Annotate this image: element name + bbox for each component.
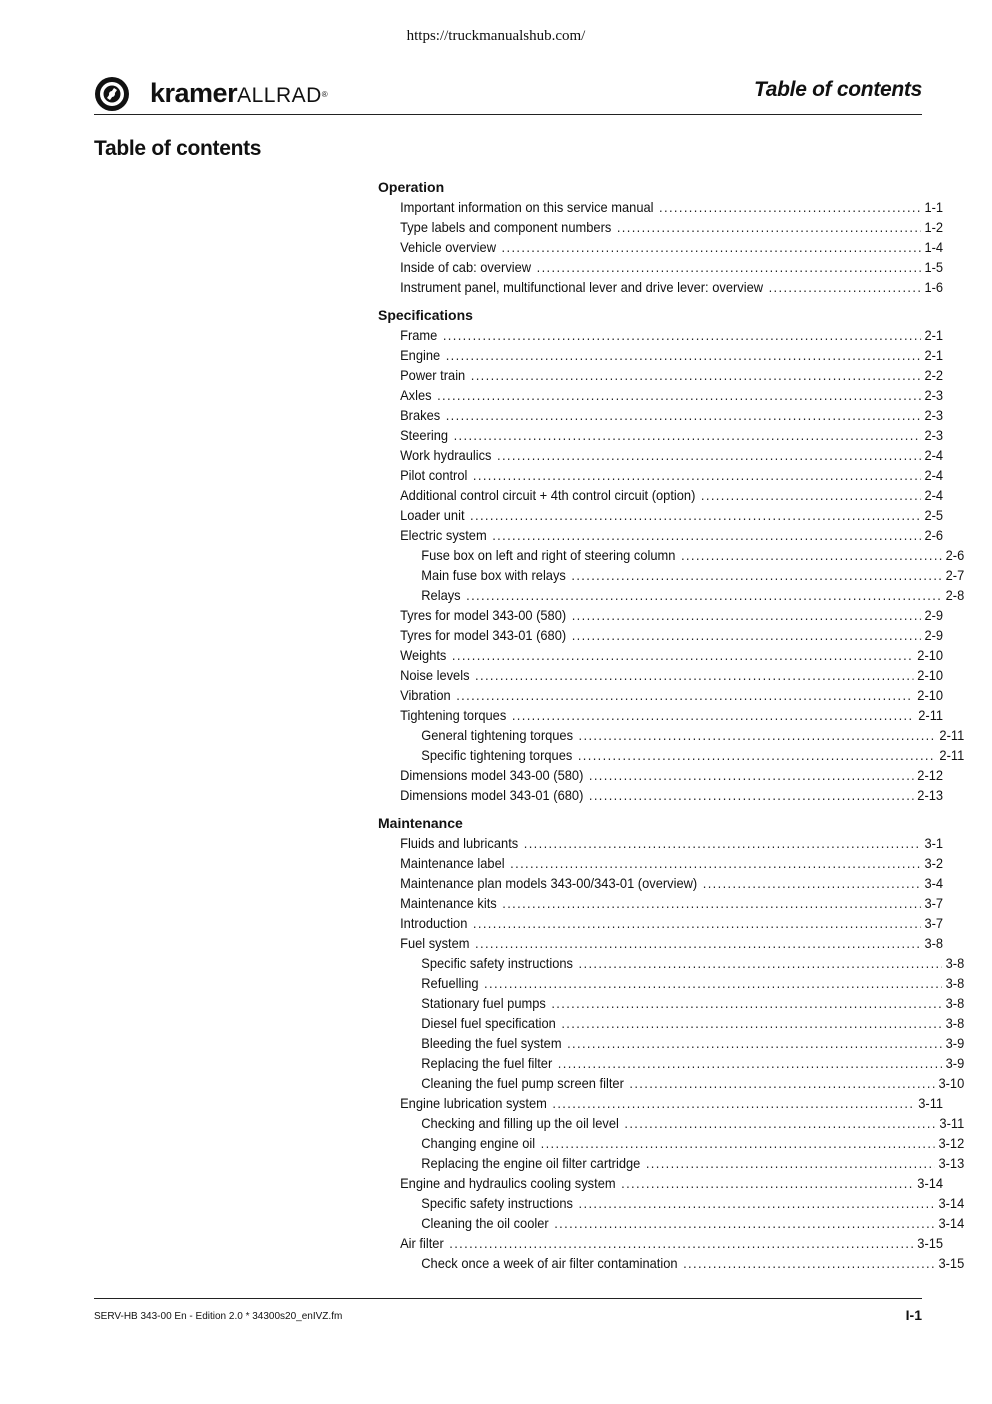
toc-entry-page: 3-15	[938, 1255, 965, 1271]
toc-dot-leader	[484, 973, 942, 993]
toc-dot-leader	[561, 1013, 942, 1033]
toc-dot-leader	[502, 237, 921, 257]
toc-entry[interactable]	[378, 405, 943, 425]
toc-entry-page: 2-2	[924, 367, 944, 383]
footer-document-info: SERV-HB 343-00 En - Edition 2.0 * 34300s20_enIVZ.fm	[94, 1311, 343, 1322]
toc-entry-title: Engine and hydraulics cooling system	[400, 1175, 616, 1191]
toc-entry[interactable]	[378, 873, 943, 893]
toc-entry-title: Vibration	[400, 687, 451, 703]
toc-entry[interactable]	[378, 1053, 964, 1073]
toc-entry[interactable]	[378, 725, 964, 745]
toc-entry-page: 2-4	[924, 447, 944, 463]
toc-entry-title: Changing engine oil	[421, 1135, 536, 1151]
toc-entry[interactable]	[378, 257, 943, 277]
toc-dot-leader	[567, 1033, 942, 1053]
toc-entry[interactable]	[378, 277, 943, 297]
toc-entry-page: 2-1	[924, 347, 944, 363]
toc-entry-page: 2-11	[918, 707, 944, 723]
toc-dot-leader	[537, 257, 921, 277]
toc-entry[interactable]	[378, 1113, 964, 1133]
toc-dot-leader	[558, 1053, 942, 1073]
toc-dot-leader	[617, 217, 921, 237]
toc-entry[interactable]	[378, 893, 943, 913]
toc-entry-title: Type labels and component numbers	[400, 219, 612, 235]
toc-entry-title: Introduction	[400, 915, 468, 931]
toc-entry-page: 2-3	[924, 427, 944, 443]
toc-entry-page: 3-10	[938, 1075, 965, 1091]
toc-dot-leader	[578, 745, 936, 765]
toc-entry-title: Axles	[400, 387, 432, 403]
toc-dot-leader	[497, 445, 921, 465]
toc-entry-page: 2-4	[924, 487, 944, 503]
toc-entry[interactable]	[378, 365, 943, 385]
toc-entry[interactable]	[378, 1213, 964, 1233]
toc-dot-leader	[659, 197, 921, 217]
toc-dot-leader	[512, 705, 915, 725]
header-title: Table of contents	[754, 78, 922, 101]
toc-dot-leader	[624, 1113, 935, 1133]
toc-entry-title: Stationary fuel pumps	[421, 995, 546, 1011]
toc-entry-title: Fuse box on left and right of steering column	[421, 547, 676, 563]
toc-entry-title: Loader unit	[400, 507, 465, 523]
toc-entry[interactable]	[378, 1253, 964, 1273]
toc-entry-page: 3-14	[938, 1195, 965, 1211]
toc-entry[interactable]	[378, 425, 943, 445]
toc-entry[interactable]	[378, 465, 943, 485]
toc-entry-title: Additional control circuit + 4th control circuit (option)	[400, 487, 696, 503]
toc-dot-leader	[681, 545, 942, 565]
toc-entry[interactable]	[378, 237, 943, 257]
toc-entry[interactable]	[378, 1093, 943, 1113]
toc-dot-leader	[473, 465, 921, 485]
toc-entry-title: Important information on this service manual	[400, 199, 654, 215]
toc-entry-title: Maintenance label	[400, 855, 505, 871]
toc-dot-leader	[471, 365, 921, 385]
toc-entry-page: 2-3	[924, 407, 944, 423]
toc-entry-title: Cleaning the oil cooler	[421, 1215, 549, 1231]
toc-entry-page: 2-10	[917, 647, 944, 663]
toc-entry[interactable]	[378, 1133, 964, 1153]
toc-entry[interactable]	[378, 545, 964, 565]
toc-dot-leader	[769, 277, 921, 297]
toc-entry-title: Specific safety instructions	[421, 1195, 574, 1211]
toc-entry[interactable]	[378, 973, 964, 993]
toc-entry[interactable]	[378, 605, 943, 625]
toc-dot-leader	[621, 1173, 914, 1193]
toc-entry-title: Brakes	[400, 407, 441, 423]
toc-entry-page: 2-7	[945, 567, 965, 583]
toc-entry-page: 3-2	[924, 855, 944, 871]
toc-entry-title: Inside of cab: overview	[400, 259, 532, 275]
toc-entry-title: Specific tightening torques	[421, 747, 573, 763]
toc-entry-page: 3-9	[945, 1055, 965, 1071]
toc-dot-leader	[579, 1193, 935, 1213]
toc-entry-title: Engine	[400, 347, 441, 363]
toc-dot-leader	[454, 425, 921, 445]
kramer-logo-icon	[94, 76, 130, 112]
toc-entry[interactable]	[378, 197, 943, 217]
toc-dot-leader	[452, 645, 914, 665]
toc-entry[interactable]	[378, 1033, 964, 1053]
toc-entry[interactable]	[378, 645, 943, 665]
registered-mark: ®	[321, 90, 328, 99]
toc-entry-title: Instrument panel, multifunctional lever and drive lever: overview	[400, 279, 764, 295]
toc-section-title: Maintenance	[378, 815, 463, 831]
toc-entry-page: 3-15	[917, 1235, 944, 1251]
toc-entry-page: 2-9	[924, 607, 944, 623]
toc-entry-title: Vehicle overview	[400, 239, 497, 255]
toc-dot-leader	[579, 725, 936, 745]
toc-entry-page: 2-12	[917, 767, 944, 783]
toc-dot-leader	[466, 585, 942, 605]
table-of-contents	[378, 177, 965, 1281]
toc-entry[interactable]	[378, 833, 943, 853]
toc-entry[interactable]	[378, 505, 943, 525]
toc-dot-leader	[552, 1093, 914, 1113]
toc-dot-leader	[446, 345, 921, 365]
toc-entry-title: Maintenance kits	[400, 895, 497, 911]
page-footer	[94, 1298, 922, 1323]
toc-entry-title: Tyres for model 343-00 (580)	[400, 607, 567, 623]
toc-entry-page: 1-4	[924, 239, 944, 255]
toc-entry-page: 2-3	[924, 387, 944, 403]
toc-entry-title: Air filter	[400, 1235, 444, 1251]
toc-entry-page: 3-13	[938, 1155, 965, 1171]
toc-dot-leader	[446, 405, 921, 425]
toc-entry-page: 2-10	[917, 667, 944, 683]
toc-dot-leader	[456, 685, 913, 705]
toc-entry-page: 2-11	[939, 727, 965, 743]
toc-entry-page: 1-5	[924, 259, 944, 275]
toc-entry-page: 3-14	[938, 1215, 965, 1231]
toc-dot-leader	[572, 625, 921, 645]
toc-entry-page: 2-11	[939, 747, 965, 763]
toc-entry-title: Power train	[400, 367, 466, 383]
toc-entry-title: Fuel system	[400, 935, 470, 951]
toc-entry[interactable]	[378, 685, 943, 705]
footer-page-number: I-1	[905, 1307, 922, 1323]
toc-entry-page: 3-7	[924, 895, 944, 911]
toc-entry-title: Pilot control	[400, 467, 468, 483]
toc-entry-page: 1-1	[924, 199, 944, 215]
toc-entry-page: 3-4	[924, 875, 944, 891]
toc-entry-page: 3-14	[917, 1175, 944, 1191]
brand-name-light: ALLRAD	[237, 84, 322, 107]
toc-entry-page: 2-10	[917, 687, 944, 703]
toc-entry-title: Checking and filling up the oil level	[421, 1115, 619, 1131]
toc-section-title: Specifications	[378, 307, 473, 323]
toc-entry[interactable]	[378, 953, 964, 973]
toc-dot-leader	[629, 1073, 934, 1093]
toc-entry-page: 1-2	[924, 219, 944, 235]
toc-entry[interactable]	[378, 785, 943, 805]
toc-entry[interactable]	[378, 485, 943, 505]
toc-entry[interactable]	[378, 565, 964, 585]
toc-entry-title: Engine lubrication system	[400, 1095, 547, 1111]
toc-entry-title: Tightening torques	[400, 707, 507, 723]
toc-entry-page: 2-13	[917, 787, 944, 803]
toc-dot-leader	[701, 485, 921, 505]
toc-entry-title: Electric system	[400, 527, 487, 543]
toc-entry[interactable]	[378, 705, 943, 725]
brand-logo	[150, 78, 328, 111]
toc-entry[interactable]	[378, 1073, 964, 1093]
toc-dot-leader	[646, 1153, 935, 1173]
toc-entry[interactable]	[378, 585, 964, 605]
toc-entry-page: 3-8	[945, 995, 965, 1011]
source-url[interactable]: https://truckmanualshub.com/	[406, 28, 586, 44]
brand-name-bold: kramer	[150, 78, 238, 108]
toc-dot-leader	[554, 1213, 935, 1233]
toc-entry-page: 2-4	[924, 467, 944, 483]
toc-dot-leader	[475, 933, 921, 953]
toc-entry-title: Cleaning the fuel pump screen filter	[421, 1075, 624, 1091]
toc-entry[interactable]	[378, 1153, 964, 1173]
toc-entry-title: Main fuse box with relays	[421, 567, 566, 583]
page-header	[94, 74, 922, 115]
toc-dot-leader	[473, 913, 921, 933]
toc-dot-leader	[541, 1133, 935, 1153]
toc-entry-page: 2-1	[924, 327, 944, 343]
toc-entry-title: General tightening torques	[421, 727, 574, 743]
toc-entry-title: Dimensions model 343-00 (580)	[400, 767, 584, 783]
toc-entry-title: Weights	[400, 647, 447, 663]
toc-dot-leader	[551, 993, 942, 1013]
toc-entry-title: Frame	[400, 327, 438, 343]
toc-dot-leader	[443, 325, 921, 345]
toc-entry-title: Diesel fuel specification	[421, 1015, 556, 1031]
toc-entry-page: 3-11	[939, 1115, 965, 1131]
toc-entry-title: Dimensions model 343-01 (680)	[400, 787, 584, 803]
toc-section	[378, 177, 944, 297]
toc-section	[378, 813, 965, 1273]
toc-entry-title: Maintenance plan models 343-00/343-01 (overview)	[400, 875, 698, 891]
toc-dot-leader	[449, 1233, 913, 1253]
toc-entry-title: Relays	[421, 587, 461, 603]
toc-entry-title: Check once a week of air filter contamination	[421, 1255, 678, 1271]
toc-entry[interactable]	[378, 913, 943, 933]
toc-entry-title: Noise levels	[400, 667, 470, 683]
toc-entry-title: Work hydraulics	[400, 447, 492, 463]
toc-dot-leader	[589, 785, 914, 805]
toc-entry-title: Bleeding the fuel system	[421, 1035, 562, 1051]
toc-entry-page: 3-9	[945, 1035, 965, 1051]
toc-entry-title: Steering	[400, 427, 449, 443]
toc-entry-page: 3-8	[945, 1015, 965, 1031]
toc-entry[interactable]	[378, 933, 943, 953]
toc-section	[378, 305, 965, 805]
toc-entry-title: Specific safety instructions	[421, 955, 574, 971]
toc-entry[interactable]	[378, 993, 964, 1013]
toc-entry[interactable]	[378, 1013, 964, 1033]
toc-entry[interactable]	[378, 525, 943, 545]
toc-entry[interactable]	[378, 1193, 964, 1213]
toc-dot-leader	[703, 873, 921, 893]
toc-entry-page: 3-11	[918, 1095, 944, 1111]
toc-entry-page: 2-8	[945, 587, 965, 603]
toc-entry[interactable]	[378, 625, 943, 645]
toc-entry-page: 3-7	[924, 915, 944, 931]
toc-entry-page: 2-6	[945, 547, 965, 563]
toc-entry-page: 3-8	[945, 975, 965, 991]
toc-entry[interactable]	[378, 745, 964, 765]
toc-entry-page: 3-8	[924, 935, 944, 951]
toc-entry-page: 2-9	[924, 627, 944, 643]
toc-entry-page: 3-12	[938, 1135, 965, 1151]
toc-entry-title: Replacing the engine oil filter cartridge	[421, 1155, 641, 1171]
toc-entry[interactable]	[378, 765, 943, 785]
toc-dot-leader	[683, 1253, 935, 1273]
toc-entry[interactable]	[378, 1233, 943, 1253]
toc-entry-title: Tyres for model 343-01 (680)	[400, 627, 567, 643]
toc-entry-page: 3-1	[924, 835, 944, 851]
toc-entry-page: 3-8	[945, 955, 965, 971]
toc-entry[interactable]	[378, 445, 943, 465]
toc-dot-leader	[475, 665, 914, 685]
toc-entry-title: Replacing the fuel filter	[421, 1055, 553, 1071]
toc-dot-leader	[589, 765, 914, 785]
toc-entry-page: 2-5	[924, 507, 944, 523]
page-title: Table of contents	[94, 137, 262, 160]
toc-entry[interactable]	[378, 385, 943, 405]
toc-dot-leader	[502, 893, 921, 913]
toc-entry[interactable]	[378, 325, 943, 345]
toc-dot-leader	[572, 605, 921, 625]
toc-dot-leader	[437, 385, 921, 405]
toc-dot-leader	[579, 953, 942, 973]
toc-entry[interactable]	[378, 665, 943, 685]
toc-dot-leader	[492, 525, 921, 545]
toc-entry[interactable]	[378, 217, 943, 237]
toc-entry[interactable]	[378, 1173, 943, 1193]
toc-entry-title: Refuelling	[421, 975, 479, 991]
toc-section-title: Operation	[378, 179, 445, 195]
toc-entry-title: Fluids and lubricants	[400, 835, 519, 851]
toc-dot-leader	[524, 833, 921, 853]
toc-entry[interactable]	[378, 345, 943, 365]
toc-entry[interactable]	[378, 853, 943, 873]
toc-entry-page: 2-6	[924, 527, 944, 543]
toc-dot-leader	[571, 565, 942, 585]
toc-dot-leader	[510, 853, 921, 873]
toc-entry-page: 1-6	[924, 279, 944, 295]
toc-dot-leader	[470, 505, 921, 525]
